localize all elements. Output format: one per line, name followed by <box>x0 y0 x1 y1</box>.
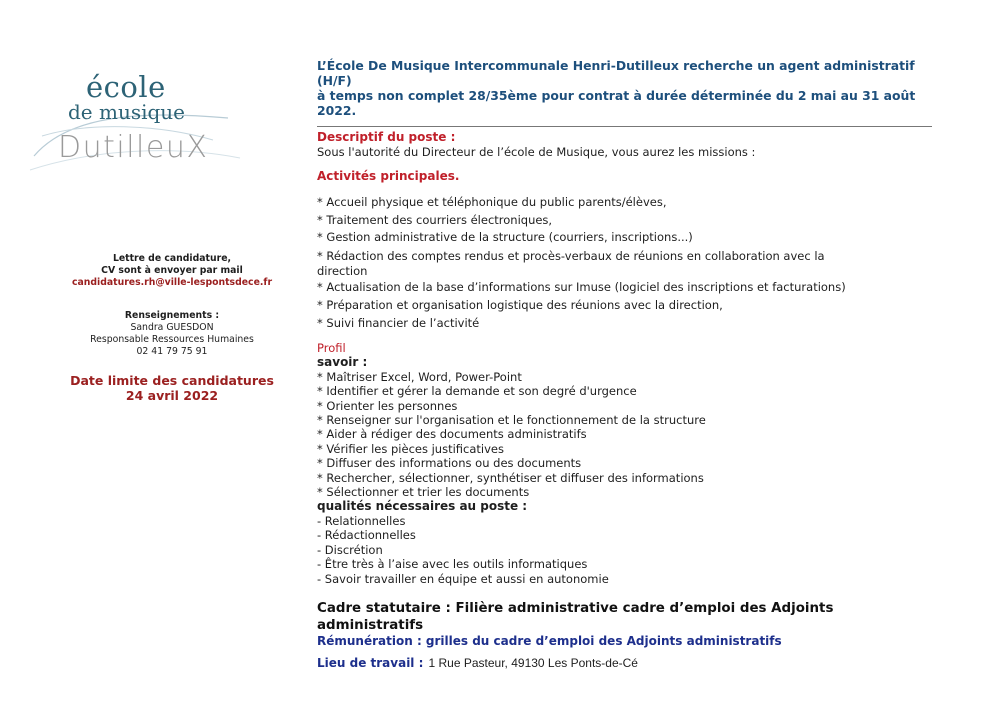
info-block <box>48 310 296 358</box>
remuneration: Rémunération : grilles du cadre d’emploi des Adjoints administratifs <box>317 633 782 648</box>
info-phone: 02 41 79 75 91 <box>136 346 208 357</box>
descriptif-text: Sous l'autorité du Directeur de l’école de Musique, vous aurez les missions : <box>317 145 756 159</box>
savoir-list <box>317 370 937 500</box>
headline-line2: à temps non complet 28/35ème pour contrat à durée déterminée du 2 mai au 31 août 2022. <box>317 88 916 118</box>
cadre-statutaire: Cadre statutaire : Filière administrative cadre d’emploi des Adjoints administratifs <box>317 600 834 633</box>
lieu-value: 1 Rue Pasteur, 49130 Les Ponts-de-Cé <box>428 655 638 670</box>
logo-text-de-musique: de musique <box>68 100 186 124</box>
list-item: - Discrétion <box>317 542 383 557</box>
list-item: - Être très à l’aise avec les outils informatiques <box>317 557 588 572</box>
activites-title: Activités principales. <box>317 169 460 183</box>
application-line2: CV sont à envoyer par mail <box>101 265 243 276</box>
list-item: * Traitement des courriers électroniques, <box>317 212 553 227</box>
logo-text-ecole: école <box>86 70 166 104</box>
deadline-block <box>48 373 296 403</box>
deadline-line1: Date limite des candidatures <box>70 373 274 388</box>
application-email[interactable]: candidatures.rh@ville-lespontsdece.fr <box>71 277 273 288</box>
activites-list <box>317 194 937 332</box>
list-item: * Accueil physique et téléphonique du public parents/élèves, <box>317 195 667 209</box>
info-name: Sandra GUESDON <box>130 322 214 333</box>
list-item: * Diffuser des informations ou des documents <box>317 456 582 471</box>
headline-line1: L’École De Musique Intercommunale Henri-Dutilleux recherche un agent administratif (H/F) <box>317 58 915 88</box>
deadline-date: 24 avril 2022 <box>125 388 219 403</box>
qualites-list <box>317 514 937 586</box>
list-item: direction <box>317 264 368 279</box>
list-item: * Maîtriser Excel, Word, Power-Point <box>317 369 522 384</box>
list-item: * Rédaction des comptes rendus et procès-verbaux de réunions en collaboration avec la <box>317 249 825 264</box>
school-logo <box>28 66 248 176</box>
profil-title: Profil <box>317 341 346 356</box>
list-item: * Rechercher, sélectionner, synthétiser et diffuser des informations <box>317 470 704 485</box>
info-title: Renseignements : <box>124 310 220 321</box>
savoir-title: savoir : <box>317 355 368 370</box>
application-line1: Lettre de candidature, <box>112 253 232 264</box>
list-item: * Identifier et gérer la demande et son degré d'urgence <box>317 384 637 399</box>
list-item: * Orienter les personnes <box>317 398 458 413</box>
list-item: - Savoir travailler en équipe et aussi en autonomie <box>317 571 609 586</box>
job-offer-content <box>317 58 937 671</box>
info-role: Responsable Ressources Humaines <box>90 334 254 345</box>
divider <box>317 126 932 127</box>
list-item: * Suivi financier de l’activité <box>317 315 480 330</box>
qualites-title: qualités nécessaires au poste : <box>317 499 528 514</box>
list-item: * Aider à rédiger des documents administratifs <box>317 427 587 442</box>
logo-text-dutilleux: DutilleuX <box>58 130 209 165</box>
descriptif-title: Descriptif du poste : <box>317 130 456 144</box>
lieu-de-travail <box>317 652 937 671</box>
list-item: - Rédactionnelles <box>317 528 416 543</box>
application-block <box>48 253 296 289</box>
list-item: * Vérifier les pièces justificatives <box>317 441 504 456</box>
list-item: * Préparation et organisation logistique des réunions avec la direction, <box>317 297 723 312</box>
list-item: * Actualisation de la base d’informations sur Imuse (logiciel des inscriptions et facturations) <box>317 280 846 295</box>
list-item: * Sélectionner et trier les documents <box>317 484 530 499</box>
list-item: * Renseigner sur l'organisation et le fonctionnement de la structure <box>317 412 706 427</box>
list-item: * Gestion administrative de la structure (courriers, inscriptions...) <box>317 230 693 245</box>
list-item: - Relationnelles <box>317 513 406 528</box>
lieu-label: Lieu de travail : <box>317 655 424 670</box>
